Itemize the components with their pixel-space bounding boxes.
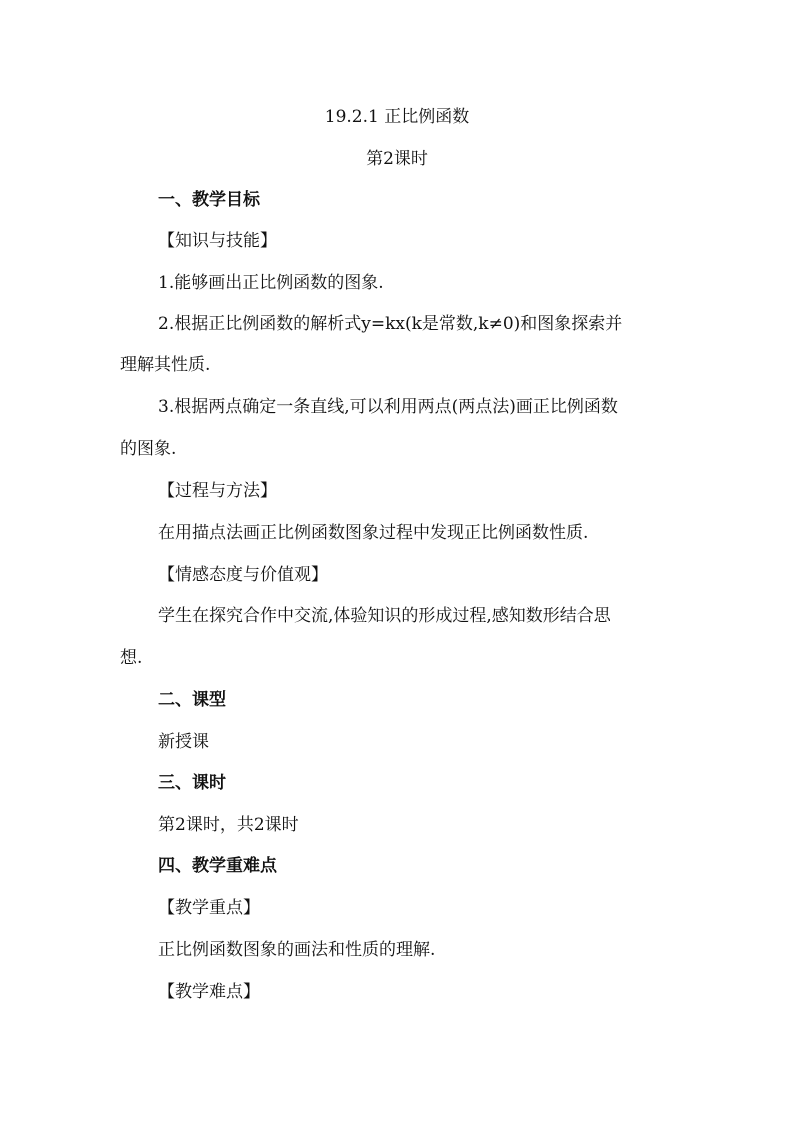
section-heading-lesson-type: 二、课型 xyxy=(158,690,226,710)
subheading-process-method: 【过程与方法】 xyxy=(158,481,277,501)
section-heading-class-hours: 三、课时 xyxy=(158,773,226,793)
objective-item-1: 1.能够画出正比例函数的图象. xyxy=(158,273,384,293)
emotion-text-line-1: 学生在探究合作中交流,体验知识的形成过程,感知数形结合思 xyxy=(158,606,611,626)
document-title: 19.2.1 正比例函数 xyxy=(324,107,470,127)
subheading-knowledge-skills: 【知识与技能】 xyxy=(158,231,277,251)
subheading-difficult-points: 【教学难点】 xyxy=(158,982,260,1002)
subheading-key-points: 【教学重点】 xyxy=(158,898,260,918)
section-heading-objectives: 一、教学目标 xyxy=(158,190,260,210)
process-text: 在用描点法画正比例函数图象过程中发现正比例函数性质. xyxy=(158,523,589,543)
section-heading-key-difficult: 四、教学重难点 xyxy=(158,856,277,876)
lesson-type-text: 新授课 xyxy=(158,732,209,752)
subheading-emotion-values: 【情感态度与价值观】 xyxy=(158,565,328,585)
key-points-text: 正比例函数图象的画法和性质的理解. xyxy=(158,940,436,960)
objective-item-2-line-1: 2.根据正比例函数的解析式y=kx(k是常数,k≠0)和图象探索并 xyxy=(158,314,623,334)
document-subtitle: 第2课时 xyxy=(366,149,428,169)
objective-item-3-line-2: 的图象. xyxy=(120,439,177,459)
objective-item-2-line-2: 理解其性质. xyxy=(120,355,211,375)
class-hours-text: 第2课时，共2课时 xyxy=(158,815,299,835)
objective-item-3-line-1: 3.根据两点确定一条直线,可以利用两点(两点法)画正比例函数 xyxy=(158,397,618,417)
emotion-text-line-2: 想. xyxy=(120,648,143,668)
